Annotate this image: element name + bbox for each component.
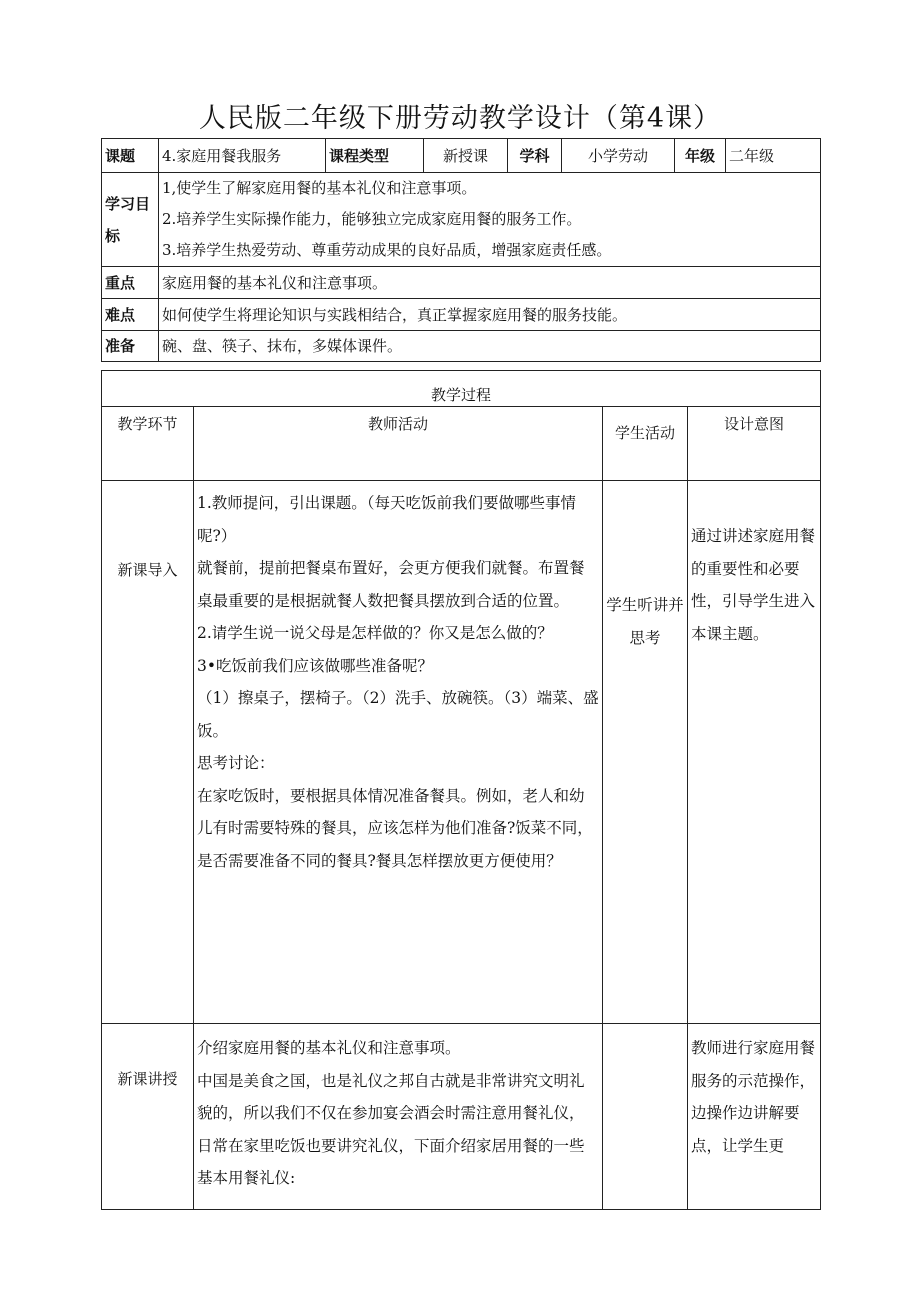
type-label: 课程类型 <box>326 139 424 173</box>
subject-value: 小学劳动 <box>562 139 675 173</box>
teacher-activity-teach <box>194 1024 603 1210</box>
topic-label: 课题 <box>102 139 159 173</box>
difficult-value: 如何使学生将理论知识与实践相结合，真正掌握家庭用餐的服务技能。 <box>159 299 821 331</box>
objective-item: 2.培养学生实际操作能力，能够独立完成家庭用餐的服务工作。 <box>162 210 582 228</box>
grade-value: 二年级 <box>726 139 821 173</box>
teacher-line: 思考讨论： <box>197 754 275 772</box>
teacher-line: 中国是美食之国，也是礼仪之邦自古就是非常讲究文明礼貌的，所以我们不仅在参加宴会酒会时需注意用餐礼仪，日常在家里吃饭也要讲究礼仪，下面介绍家居用餐的一些基本用餐礼仪: <box>197 1071 585 1187</box>
stage-teach: 新课讲授 <box>102 1024 194 1210</box>
student-activity-intro: 学生听讲并思考 <box>603 481 688 1024</box>
teacher-line: 在家吃饭时，要根据具体情况准备餐具。例如，老人和幼儿有时需要特殊的餐具，应该怎样为他们准备?饭菜不同，是否需要准备不同的餐具?餐具怎样摆放更方便使用？ <box>197 786 593 870</box>
teacher-line: 2.请学生说一说父母是怎样做的？你又是怎么做的？ <box>197 624 553 642</box>
intent-teach: 教师进行家庭用餐服务的示范操作，边操作边讲解要点，让学生更 <box>688 1024 821 1210</box>
teacher-line: 介绍家庭用餐的基本礼仪和注意事项。 <box>197 1039 461 1057</box>
teacher-line: （1）擦桌子，摆椅子。（2）洗手、放碗筷。（3）端菜、盛饭。 <box>197 689 599 740</box>
topic-value: 4.家庭用餐我服务 <box>159 139 326 173</box>
grade-label: 年级 <box>675 139 726 173</box>
col-student-header: 学生活动 <box>603 407 688 481</box>
teacher-line: 就餐前，提前把餐桌布置好，会更方便我们就餐。布置餐桌最重要的是根据就餐人数把餐具摆放到合适的位置。 <box>197 559 585 610</box>
student-activity-teach <box>603 1024 688 1210</box>
prep-label: 准备 <box>102 331 159 362</box>
type-value: 新授课 <box>424 139 508 173</box>
objectives-list <box>159 173 821 267</box>
col-intent-header: 设计意图 <box>688 407 821 481</box>
teaching-process-table <box>101 370 821 1210</box>
key-value: 家庭用餐的基本礼仪和注意事项。 <box>159 267 821 299</box>
teacher-line: 3•吃饭前我们应该做哪些准备呢？ <box>197 656 434 675</box>
teacher-line: 1.教师提问，引出课题。（每天吃饭前我们要做哪些事情呢?） <box>197 494 577 545</box>
objective-item: 1,使学生了解家庭用餐的基本礼仪和注意事项。 <box>162 179 477 197</box>
page-title: 人民版二年级下册劳动教学设计（第4课） <box>198 103 722 134</box>
course-info-table <box>101 138 821 362</box>
process-header: 教学过程 <box>102 371 821 407</box>
difficult-label: 难点 <box>102 299 159 331</box>
key-label: 重点 <box>102 267 159 299</box>
objective-item: 3.培养学生热爱劳动、尊重劳动成果的良好品质，增强家庭责任感。 <box>162 241 612 259</box>
intent-intro: 通过讲述家庭用餐的重要性和必要性，引导学生进入本课主题。 <box>688 481 821 1024</box>
prep-value: 碗、盘、筷子、抹布，多媒体课件。 <box>159 331 821 362</box>
objectives-label: 学习目标 <box>102 173 159 267</box>
col-teacher-header: 教师活动 <box>194 407 603 481</box>
subject-label: 学科 <box>508 139 562 173</box>
stage-intro: 新课导入 <box>102 481 194 1024</box>
col-stage-header: 教学环节 <box>102 407 194 481</box>
teacher-activity-intro <box>194 481 603 1024</box>
